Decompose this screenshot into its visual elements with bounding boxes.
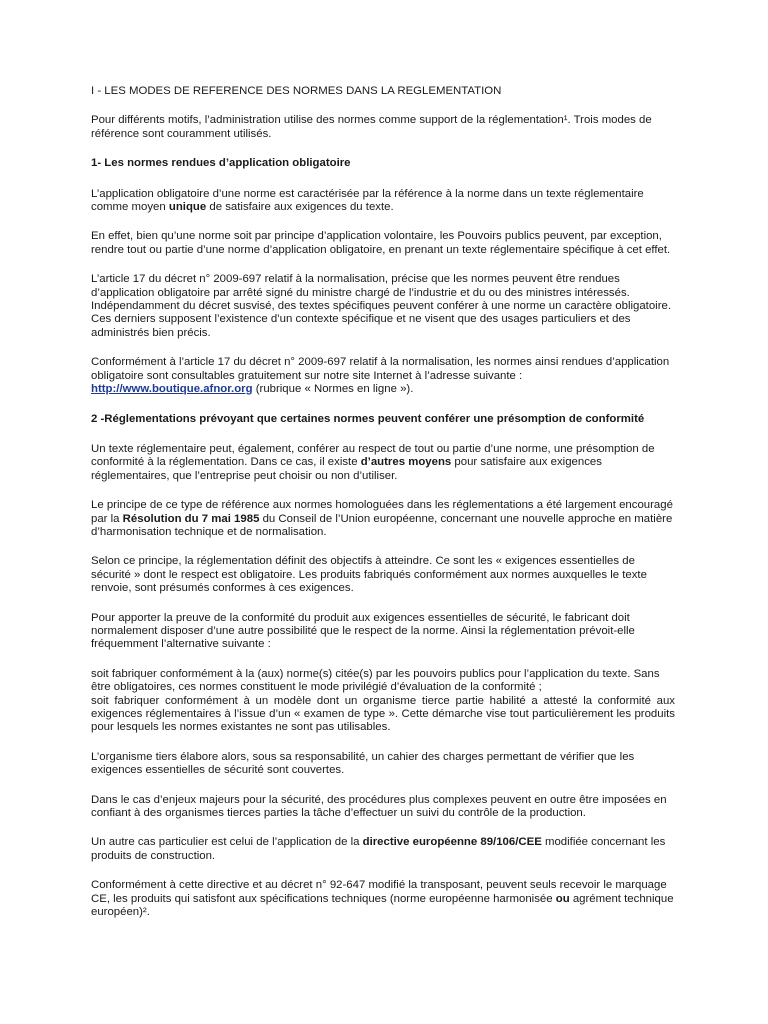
section-1-heading: 1- Les normes rendues d’application obligatoire: [91, 157, 351, 170]
emphasis-resolution: Résolution du 7 mai 1985: [122, 512, 260, 525]
section-2-paragraph-5: L’organisme tiers élabore alors, sous sa responsabilité, un cahier des charges permettant de vérifier que les exigences essentielles de sécurité sont couvertes.: [91, 750, 635, 777]
section-2-paragraph-2: Le principe de ce type de référence aux normes homologuées dans les réglementations a été largement encouragé par la Résolution du 7 mai 1985 du Conseil de l’Union européenne, concernant une nouvelle approche en matière d’harmonisation technique et de normalisation.: [91, 499, 673, 538]
section-2-heading: 2 -Réglementations prévoyant que certaines normes peuvent conférer une présomption de conformité: [91, 412, 645, 425]
alternative-list: [91, 668, 675, 735]
section-2-paragraph-1: Un texte réglementaire peut, également, conférer au respect de tout ou partie d’une norme, une présomption de conformité à la réglementation. Dans ce cas, il existe d’autres moyens pour satisfaire aux exigences réglementaires, que l’entreprise peut choisir ou non d’utiliser.: [91, 442, 655, 482]
emphasis-directive: directive européenne 89/106/CEE: [362, 836, 542, 849]
emphasis-ou: ou: [555, 892, 570, 905]
section-2-paragraph-7: Un autre cas particulier est celui de l’application de la directive européenne 89/106/CEE modifiée concernant les produits de construction.: [91, 836, 666, 862]
section-1-paragraph-1: L’application obligatoire d’une norme est caractérisée par la référence à la norme dans un texte réglementaire comme moyen unique de satisfaire aux exigences du texte.: [91, 187, 644, 214]
alternative-item-1: soit fabriquer conformément à la (aux) norme(s) citée(s) par les pouvoirs publics pour l’application du texte. Sans être obligatoires, ces normes constituent le mode privilégié d’évaluation de la conformité ;: [91, 667, 660, 694]
section-2-paragraph-4: Pour apporter la preuve de la conformité du produit aux exigences essentielles de sécurité, le fabricant doit normalement disposer d’une autre possibilité que le respect de la norme. Ainsi la réglementation prévoit-elle fréquemment l’alternative suivante :: [91, 611, 635, 651]
section-1-paragraph-4: Conformément à l’article 17 du décret n° 2009-697 relatif à la normalisation, les normes ainsi rendues d’application obligatoire sont consultables gratuitement sur notre site Internet à l’adresse suivante : http://www.boutique.afnor.org (rubrique « Normes en ligne »).: [91, 356, 670, 396]
section-2-paragraph-3: Selon ce principe, la réglementation définit des objectifs à atteindre. Ce sont les « exigences essentielles de sécurité » dont le respect est obligatoire. Les produits fabriqués conformément aux normes auxquelles le texte renvoie, sont présumés conformes à ces exigences.: [91, 555, 647, 595]
section-2-paragraph-6: Dans le cas d’enjeux majeurs pour la sécurité, des procédures plus complexes peuvent en outre être imposées en confiant à des organismes tierces parties la tâche d’effectuer un suivi du contrôle de la production.: [91, 793, 667, 820]
section-1-paragraph-3: L’article 17 du décret n° 2009-697 relatif à la normalisation, précise que les normes peuvent être rendues d’application obligatoire par arrêté signé du ministre chargé de l’industrie et du ou des ministres intéressés. Indépendamment du décret susvisé, des textes spécifiques peuvent conférer à une norme un caractère obligatoire. Ces derniers supposent l’existence d’un contexte spécifique et ne visent que des usages particuliers et des administrés bien précis.: [91, 273, 671, 339]
emphasis-autres-moyens: d’autres moyens: [360, 456, 452, 469]
alternative-item-2: soit fabriquer conformément à un modèle dont un organisme tierce partie habilité a attesté la conformité aux exigences réglementaires à l’issue d’un « examen de type ». Cette démarche vise tout particulièrement les produits pour lesquels les normes existantes ne sont pas utilisables.: [91, 694, 675, 734]
afnor-boutique-link[interactable]: http://www.boutique.afnor.org: [91, 383, 253, 396]
section-1-paragraph-2: En effet, bien qu’une norme soit par principe d’application volontaire, les Pouvoirs publics peuvent, par exception, rendre tout ou partie d’une norme d’application obligatoire, en prenant un texte réglementaire spécifique à cet effet.: [91, 230, 671, 256]
intro-paragraph: Pour différents motifs, l’administration utilise des normes comme support de la réglementation¹. Trois modes de référence sont couramment utilisés.: [91, 114, 652, 140]
emphasis-unique: unique: [168, 201, 207, 214]
document-title: I - LES MODES DE REFERENCE DES NORMES DANS LA REGLEMENTATION: [91, 85, 502, 97]
section-2-paragraph-8: Conformément à cette directive et au décret n° 92-647 modifié la transposant, peuvent seuls recevoir le marquage CE, les produits qui satisfont aux spécifications techniques (norme européenne harmonisée ou agrément technique européen)².: [91, 879, 674, 919]
document-body: [91, 85, 675, 935]
